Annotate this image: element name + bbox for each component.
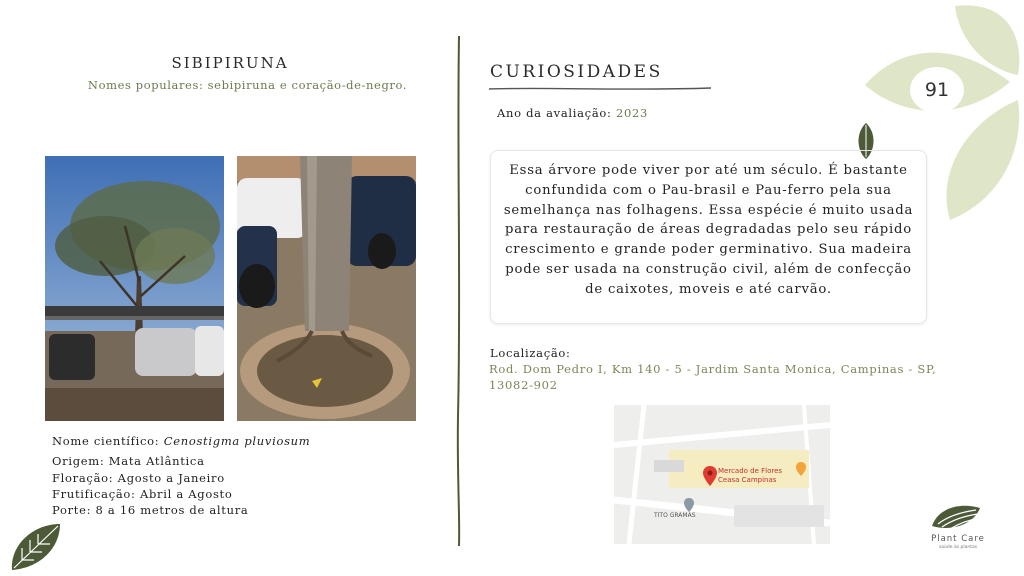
location-address: Rod. Dom Pedro I, Km 140 - 5 - Jardim Santa Monica, Campinas - SP, 13082-902 <box>489 362 937 392</box>
species-title: SIBIPIRUNA <box>171 54 289 72</box>
map-place-line2: Ceasa Campinas <box>718 476 777 484</box>
evaluation-year-value: 2023 <box>615 106 649 120</box>
page-number: 91 <box>910 67 964 113</box>
map-food-icon <box>796 462 806 476</box>
map-place-name <box>718 467 782 485</box>
map-place-line1: Mercado de Flores <box>718 467 783 475</box>
scientific-name-value: Cenostigma pluviosum <box>163 434 311 448</box>
map-pin-icon[interactable] <box>703 466 717 486</box>
brand-tagline: saúde às plantas <box>938 545 978 550</box>
origin: Origem: Mata Atlântica <box>52 454 205 468</box>
brand-name: Plant Care <box>931 534 985 544</box>
leaf-icon <box>8 520 64 572</box>
map-poi-label: TITO GRAMAS <box>654 512 696 519</box>
curiosities-text: Essa árvore pode viver por até um século. É bastante confundida com o Pau-brasil e Pau-ferro pela sua semelhança nas folhagens. Essa espécie é muito usada para restauração de áreas degradadas pelo seu rápido crescimento e grande poder germinativo. Sua madeira pode ser usada na construção civil, além de confecção de caixotes, moveis e até carvão. <box>503 163 914 297</box>
flowering: Floração: Agosto a Janeiro <box>52 471 225 485</box>
curiosities-title: CURIOSIDADES <box>490 62 663 82</box>
map-poi-icon <box>684 498 694 512</box>
plant-care-logo <box>930 502 984 532</box>
title-underline <box>489 86 711 92</box>
scientific-name <box>52 434 310 448</box>
location-label: Localização: <box>490 346 571 360</box>
size: Porte: 8 a 16 metros de altura <box>52 503 249 517</box>
curiosities-text-box <box>490 150 927 324</box>
popular-names: Nomes populares: sebipiruna e coração-de-negro. <box>87 78 408 92</box>
divider-line <box>455 36 463 546</box>
tree-canopy-photo <box>45 156 224 421</box>
tree-trunk-photo <box>237 156 416 421</box>
scientific-name-label: Nome científico: <box>52 434 160 448</box>
evaluation-year-label: Ano da avaliação: <box>497 106 612 120</box>
evaluation-year <box>497 106 648 120</box>
fruiting: Frutificação: Abril a Agosto <box>52 487 233 501</box>
